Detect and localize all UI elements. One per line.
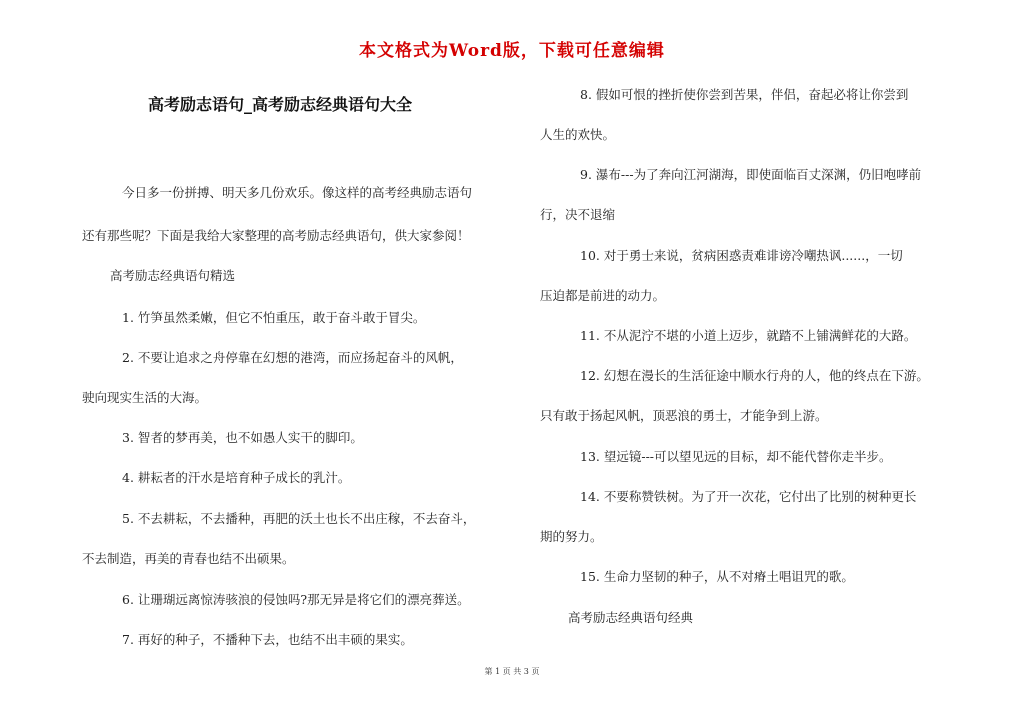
section-heading-classic: 高考励志经典语句经典 xyxy=(568,610,694,625)
list-item: 12. 幻想在漫长的生活征途中顺水行舟的人，他的终点在下游。 xyxy=(580,368,929,383)
word-banner: 本文格式为Word版，下载可任意编辑 xyxy=(359,41,665,61)
page-title: 高考励志语句_高考励志经典语句大全 xyxy=(147,95,412,114)
list-item: 8. 假如可恨的挫折使你尝到苦果，伴侣，奋起必将让你尝到 xyxy=(580,87,909,102)
list-item: 6. 让珊瑚远离惊涛骇浪的侵蚀吗?那无异是将它们的漂亮葬送。 xyxy=(122,592,470,607)
section-heading-selected: 高考励志经典语句精选 xyxy=(110,268,236,283)
list-item-continuation: 驶向现实生活的大海。 xyxy=(82,390,208,405)
list-item: 4. 耕耘者的汗水是培育种子成长的乳汁。 xyxy=(122,470,351,485)
list-item: 9. 瀑布---为了奔向江河湖海，即使面临百丈深渊，仍旧咆哮前 xyxy=(580,167,922,182)
intro-line-2: 还有那些呢？下面是我给大家整理的高考励志经典语句，供大家参阅！ xyxy=(82,228,470,243)
list-item-continuation: 只有敢于扬起风帆，顶恶浪的勇士，才能争到上游。 xyxy=(540,408,828,423)
list-item: 13. 望远镜---可以望见远的目标，却不能代替你走半步。 xyxy=(580,449,892,464)
list-item: 15. 生命力坚韧的种子，从不对瘠土唱诅咒的歌。 xyxy=(580,569,854,584)
list-item: 5. 不去耕耘，不去播种，再肥的沃土也长不出庄稼，不去奋斗， xyxy=(122,511,476,526)
list-item-continuation: 期的努力。 xyxy=(540,529,603,544)
list-item-continuation: 行，决不退缩 xyxy=(540,207,616,222)
list-item-continuation: 不去制造，再美的青春也结不出硕果。 xyxy=(82,551,295,566)
list-item: 14. 不要称赞铁树。为了开一次花，它付出了比别的树种更长 xyxy=(580,489,917,504)
list-item: 10. 对于勇士来说，贫病困惑责难诽谤冷嘲热讽......，一切 xyxy=(580,248,903,263)
list-item: 2. 不要让追求之舟停靠在幻想的港湾，而应扬起奋斗的风帆， xyxy=(122,350,463,365)
list-item: 1. 竹笋虽然柔嫩，但它不怕重压，敢于奋斗敢于冒尖。 xyxy=(122,310,426,325)
list-item: 11. 不从泥泞不堪的小道上迈步，就踏不上铺满鲜花的大路。 xyxy=(580,328,917,343)
list-item-continuation: 人生的欢快。 xyxy=(540,127,616,142)
intro-line-1: 今日多一份拼搏、明天多几份欢乐。像这样的高考经典励志语句 xyxy=(122,185,473,200)
list-item: 3. 智者的梦再美，也不如愚人实干的脚印。 xyxy=(122,430,363,445)
page-footer: 第 1 页 共 3 页 xyxy=(484,667,540,676)
list-item: 7. 再好的种子，不播种下去，也结不出丰硕的果实。 xyxy=(122,632,413,647)
list-item-continuation: 压迫都是前进的动力。 xyxy=(540,288,666,303)
